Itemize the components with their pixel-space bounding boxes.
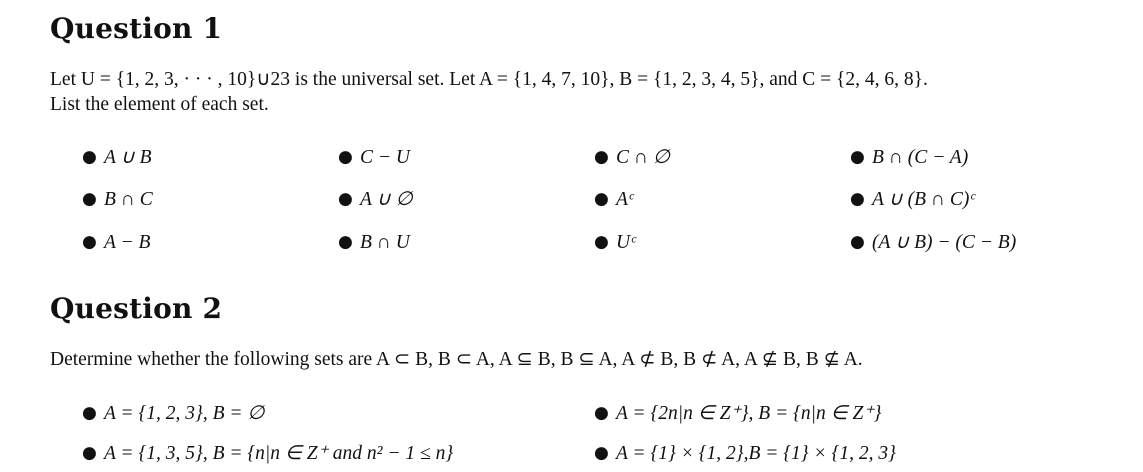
- bullet-icon: ●: [594, 403, 609, 423]
- q1-item-expression: C ∩ ∅: [616, 147, 670, 168]
- q1-item-expression: Uᶜ: [616, 232, 636, 253]
- q1-list-item: [594, 145, 670, 170]
- q2-item-expression: A = {1} × {1, 2},B = {1} × {1, 2, 3}: [616, 443, 896, 464]
- q1-item-expression: A ∪ ∅: [360, 189, 413, 210]
- bullet-icon: ●: [850, 147, 865, 167]
- q1-list-item: [850, 187, 974, 212]
- q1-item-expression: Aᶜ: [616, 189, 634, 210]
- q1-item-expression: B ∩ (C − A): [872, 147, 969, 168]
- bullet-icon: ●: [82, 232, 97, 252]
- q1-list-item: [850, 230, 1016, 255]
- q1-list-item: [338, 145, 410, 170]
- q2-item-expression: A = {1, 2, 3}, B = ∅: [104, 403, 265, 424]
- q1-list-item: [82, 145, 152, 170]
- q1-list-item: [82, 230, 150, 255]
- q1-item-expression: C − U: [360, 147, 410, 168]
- q2-list-item: [82, 401, 264, 426]
- bullet-icon: ●: [82, 443, 97, 463]
- bullet-icon: ●: [82, 403, 97, 423]
- question-1-title: Question 1: [50, 12, 223, 45]
- question-1-intro-line-1: Let U = {1, 2, 3, · · · , 10}∪23 is the universal set. Let A = {1, 4, 7, 10}, B = {1, 2, 3, 4, 5}, and C = {2, 4, 6, 8}.: [50, 69, 928, 90]
- bullet-icon: ●: [594, 189, 609, 209]
- q1-item-expression: B ∩ C: [104, 189, 153, 210]
- q1-list-item: [850, 145, 968, 170]
- q2-item-expression: A = {2n|n ∈ Z⁺}, B = {n|n ∈ Z⁺}: [616, 403, 882, 424]
- q1-list-item: [82, 187, 153, 212]
- q2-list-item: [594, 401, 881, 426]
- bullet-icon: ●: [82, 189, 97, 209]
- bullet-icon: ●: [594, 232, 609, 252]
- bullet-icon: ●: [594, 147, 609, 167]
- bullet-icon: ●: [850, 189, 865, 209]
- q1-list-item: [594, 230, 635, 255]
- bullet-icon: ●: [338, 189, 353, 209]
- q1-list-item: [338, 187, 413, 212]
- question-2-intro: Determine whether the following sets are A ⊂ B, B ⊂ A, A ⊆ B, B ⊆ A, A ⊄ B, B ⊄ A, A ⊈ B, B ⊈ A.: [50, 349, 863, 370]
- q2-list-item: [594, 441, 896, 466]
- q1-item-expression: (A ∪ B) − (C − B): [872, 232, 1017, 253]
- q2-item-expression: A = {1, 3, 5}, B = {n|n ∈ Z⁺ and n² − 1 ≤ n}: [104, 443, 454, 464]
- q2-list-item: [82, 441, 453, 466]
- bullet-icon: ●: [338, 147, 353, 167]
- question-1-intro-line-2: List the element of each set.: [50, 94, 269, 115]
- bullet-icon: ●: [82, 147, 97, 167]
- q1-list-item: [338, 230, 410, 255]
- bullet-icon: ●: [338, 232, 353, 252]
- bullet-icon: ●: [850, 232, 865, 252]
- q1-item-expression: B ∩ U: [360, 232, 410, 253]
- q1-item-expression: A − B: [104, 232, 151, 253]
- q1-item-expression: A ∪ B: [104, 147, 152, 168]
- question-2-title: Question 2: [50, 292, 223, 325]
- q1-item-expression: A ∪ (B ∩ C)ᶜ: [872, 189, 975, 210]
- q1-list-item: [594, 187, 633, 212]
- bullet-icon: ●: [594, 443, 609, 463]
